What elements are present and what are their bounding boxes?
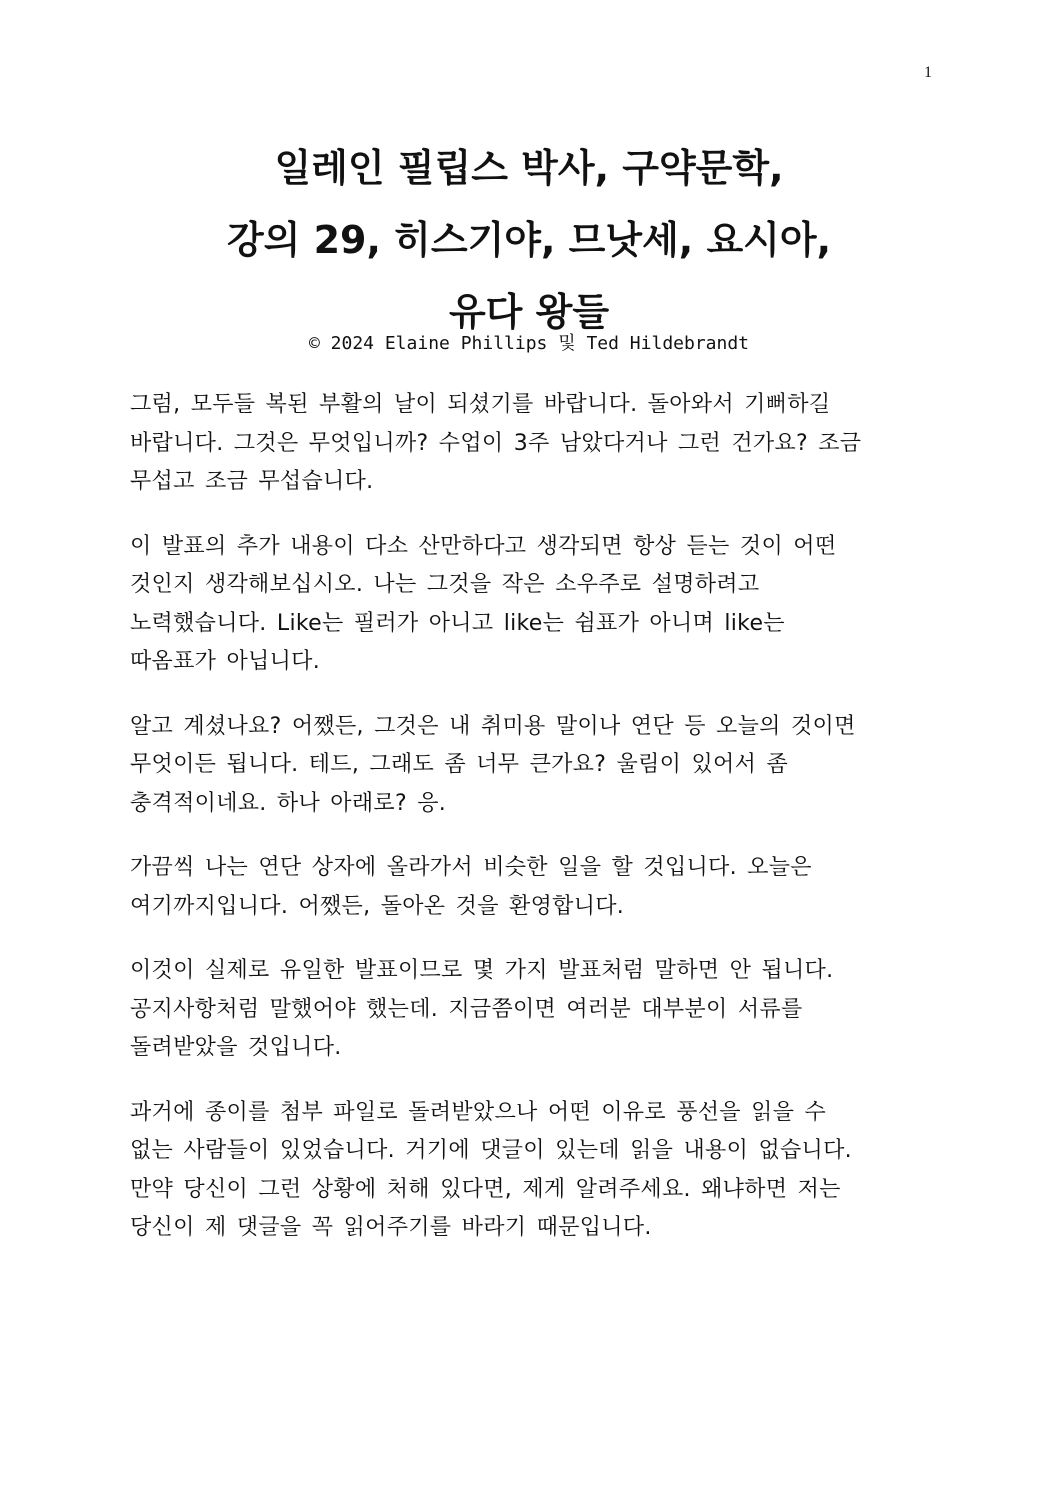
paragraph-4	[130, 849, 930, 926]
text-line: 따옴표가 아닙니다.	[130, 649, 321, 674]
text-line: 이 발표의 추가 내용이 다소 산만하다고 생각되면 항상 듣는 것이 어떤	[130, 533, 837, 559]
text-line: 노력했습니다. Like는 필러가 아니고 like는 쉼표가 아니며 like는	[130, 610, 785, 636]
text-line: 것인지 생각해보십시오. 나는 그것을 작은 소우주로 설명하려고	[130, 572, 760, 597]
text-line: 여기까지입니다. 어쨌든, 돌아온 것을 환영합니다.	[130, 893, 625, 919]
text-line: 이것이 실제로 유일한 발표이므로 몇 가지 발표처럼 말하면 안 됩니다.	[130, 958, 834, 983]
text-line: 돌려받았을 것입니다.	[130, 1035, 342, 1060]
paragraph-2	[130, 528, 930, 682]
text-line: 만약 당신이 그런 상황에 처해 있다면, 제게 알려주세요. 왜냐하면 저는	[130, 1176, 841, 1202]
text-line: 없는 사람들이 있었습니다. 거기에 댓글이 있는데 읽을 내용이 없습니다.	[130, 1138, 852, 1163]
paragraph-1	[130, 386, 930, 502]
title-line: 유다 왕들	[448, 290, 610, 334]
copyright-notice: © 2024 Elaine Phillips 및 Ted Hildebrandt	[308, 333, 750, 354]
title-line: 일레인 필립스 박사, 구약문학,	[274, 146, 784, 190]
document-title	[100, 132, 958, 348]
text-line: 알고 계셨나요? 어쨌든, 그것은 내 취미용 말이나 연단 등 오늘의 것이면	[130, 713, 856, 739]
text-line: 무엇이든 됩니다. 테드, 그래도 좀 너무 큰가요? 울림이 있어서 좀	[130, 752, 789, 777]
text-line: 가끔씩 나는 연단 상자에 올라가서 비슷한 일을 할 것입니다. 오늘은	[130, 855, 812, 880]
paragraph-5	[130, 952, 930, 1068]
paragraph-3	[130, 708, 930, 824]
document-body	[130, 386, 930, 1274]
text-line: 공지사항처럼 말했어야 했는데. 지금쯤이면 여러분 대부분이 서류를	[130, 996, 803, 1022]
text-line: 당신이 제 댓글을 꼭 읽어주기를 바라기 때문입니다.	[130, 1215, 652, 1240]
text-line: 그럼, 모두들 복된 부활의 날이 되셨기를 바랍니다. 돌아와서 기뻐하길	[130, 392, 831, 417]
text-line: 충격적이네요. 하나 아래로? 응.	[130, 790, 447, 816]
page-number: 1	[924, 64, 932, 81]
title-line: 강의 29, 히스기야, 므낫세, 요시아,	[226, 218, 832, 262]
text-line: 바랍니다. 그것은 무엇입니까? 수업이 3주 남았다거나 그런 건가요? 조금	[130, 430, 862, 456]
text-line: 무섭고 조금 무섭습니다.	[130, 469, 374, 494]
paragraph-6	[130, 1094, 930, 1248]
text-line: 과거에 종이를 첨부 파일로 돌려받았으나 어떤 이유로 풍선을 읽을 수	[130, 1099, 827, 1125]
